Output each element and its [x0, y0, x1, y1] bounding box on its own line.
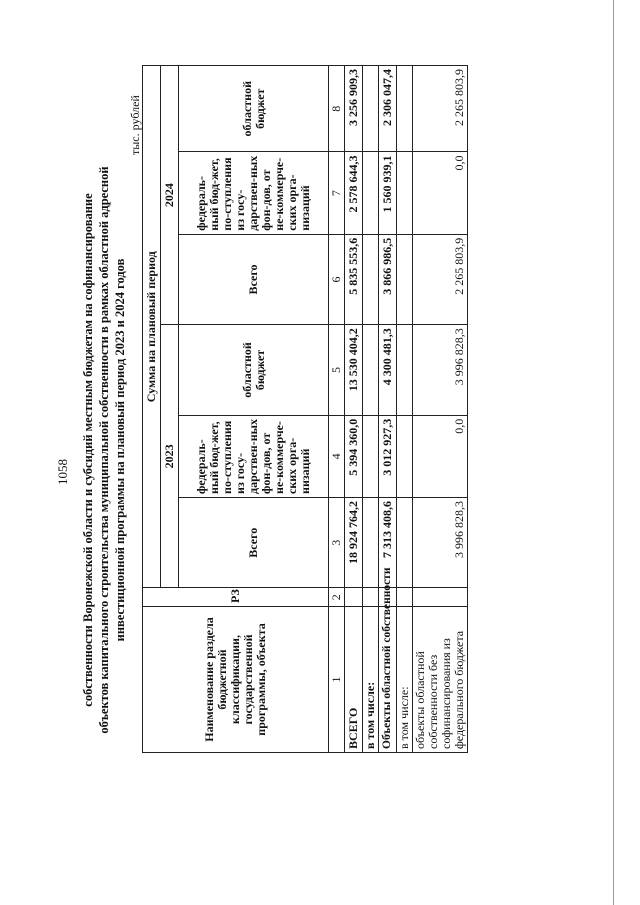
row-value: 5 835 553,6	[345, 234, 363, 325]
header-total-2024: Всего	[179, 234, 329, 325]
row-value: 0,0	[413, 415, 468, 497]
header-sum-period: Сумма на плановый период	[143, 66, 161, 588]
table-row-total	[345, 66, 363, 753]
page-number: 1058	[55, 459, 70, 485]
row-value: 3 866 986,5	[379, 234, 397, 325]
row-value: 18 924 764,2	[345, 497, 363, 588]
document-title	[80, 145, 128, 755]
row-rz	[397, 588, 413, 607]
row-value: 3 256 909,3	[345, 66, 363, 152]
budget-table	[142, 65, 468, 753]
table-row-no-federal	[413, 66, 468, 753]
header-rz: РЗ	[143, 588, 329, 607]
title-line: инвестиционной программы на плановый период 2023 и 2024 годов	[113, 258, 127, 642]
row-value	[363, 152, 379, 234]
row-value	[363, 497, 379, 588]
row-value	[397, 234, 413, 325]
row-value: 4 300 481,3	[379, 325, 397, 416]
row-value	[363, 325, 379, 416]
row-name: в том числе:	[363, 606, 379, 752]
row-name: Объекты областной собственности	[379, 606, 397, 752]
header-federal-2024: федераль-ный бюд-жет, по-ступления из госу-дарствен-ных фон-дов, от не-коммерче-ских орга-низаций	[179, 152, 329, 234]
col-number: 7	[329, 152, 345, 234]
row-value: 0,0	[413, 152, 468, 234]
table-row-subhead	[363, 66, 379, 753]
row-value: 3 012 927,3	[379, 415, 397, 497]
title-line: собственности Воронежской области и субсидий местным бюджетам на софинансирование	[81, 193, 95, 707]
header-regional-2023: областной бюджет	[179, 325, 329, 416]
header-regional-2024: областной бюджет	[179, 66, 329, 152]
header-name: Наименование раздела бюджетной классификации, государственной программы, объекта	[143, 606, 329, 752]
units-label: тыс. рублей	[128, 95, 142, 155]
row-value: 2 306 047,4	[379, 66, 397, 152]
col-number: 1	[329, 606, 345, 752]
col-number: 6	[329, 234, 345, 325]
row-value: 5 394 360,0	[345, 415, 363, 497]
header-total-2023: Всего	[179, 497, 329, 588]
row-value	[363, 234, 379, 325]
row-value	[363, 66, 379, 152]
table-row-regional-objects	[379, 66, 397, 753]
row-name: в том числе:	[397, 606, 413, 752]
row-value	[397, 66, 413, 152]
row-value	[397, 415, 413, 497]
col-number: 8	[329, 66, 345, 152]
header-year-2024: 2024	[161, 66, 179, 325]
row-value	[397, 325, 413, 416]
row-value: 1 560 939,1	[379, 152, 397, 234]
row-value: 3 996 828,3	[413, 497, 468, 588]
row-value	[363, 415, 379, 497]
header-year-2023: 2023	[161, 325, 179, 588]
row-value: 13 530 404,2	[345, 325, 363, 416]
row-value: 2 265 803,9	[413, 66, 468, 152]
page-edge-rule	[613, 0, 614, 905]
table-row-subhead	[397, 66, 413, 753]
row-value: 7 313 408,6	[379, 497, 397, 588]
row-value: 2 265 803,9	[413, 234, 468, 325]
col-number: 5	[329, 325, 345, 416]
row-value	[397, 152, 413, 234]
col-number: 4	[329, 415, 345, 497]
title-line: объектов капитального строительства муниципальной собственности в рамках областной адресной	[97, 166, 111, 734]
col-number: 3	[329, 497, 345, 588]
row-name: ВСЕГО	[345, 606, 363, 752]
col-number: 2	[329, 588, 345, 607]
row-value: 2 578 644,3	[345, 152, 363, 234]
row-value: 3 996 828,3	[413, 325, 468, 416]
header-federal-2023: федераль-ный бюд-жет, по-ступления из госу-дарствен-ных фон-дов, от не-коммерче-ских орга-низаций	[179, 415, 329, 497]
row-rz	[363, 588, 379, 607]
row-value	[397, 497, 413, 588]
row-rz	[345, 588, 363, 607]
row-rz	[413, 588, 468, 607]
row-name: объекты областной собственности без софинансирования из федерального бюджета	[413, 606, 468, 752]
